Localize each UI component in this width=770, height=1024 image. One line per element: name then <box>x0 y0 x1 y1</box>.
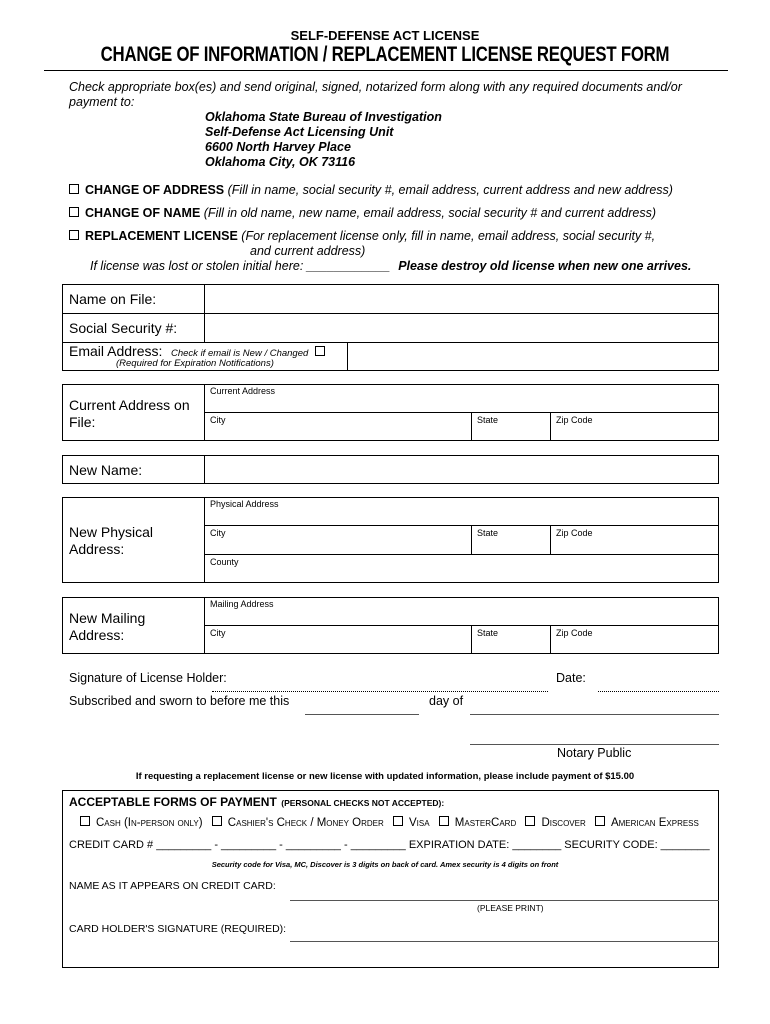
notary-signature-line[interactable] <box>470 744 719 745</box>
cash-checkbox[interactable] <box>80 816 90 826</box>
please-print-note: (PLEASE PRINT) <box>477 903 544 913</box>
notary-label: Notary Public <box>557 746 632 760</box>
payment-heading-text: ACCEPTABLE FORMS OF PAYMENT <box>69 795 277 809</box>
month-line[interactable] <box>470 714 719 715</box>
mailing-zip-field[interactable]: Zip Code <box>556 628 593 638</box>
discover-option[interactable] <box>525 817 585 829</box>
mailing-address-block <box>205 110 442 170</box>
option-change-name <box>69 206 656 221</box>
lost-stolen-text[interactable]: If license was lost or stolen initial here: ____________ <box>90 259 391 273</box>
sworn-text: Subscribed and sworn to before me this <box>69 694 290 708</box>
option-replacement <box>69 229 655 244</box>
holder-signature-line[interactable] <box>212 691 548 692</box>
address-line: Self-Defense Act Licensing Unit <box>205 125 394 139</box>
option-label: CHANGE OF NAME <box>85 206 201 220</box>
date-label: Date: <box>556 671 586 685</box>
change-name-checkbox[interactable] <box>69 207 79 217</box>
physical-county-field[interactable]: County <box>210 557 239 567</box>
name-on-file-label: Name on File: <box>69 291 157 307</box>
mailing-city-field[interactable]: City <box>210 628 226 638</box>
payment-note: If requesting a replacement license or new license with updated information, please include payment of $15.00 <box>135 771 635 782</box>
current-city-field[interactable]: City <box>210 415 226 425</box>
discover-checkbox[interactable] <box>525 816 535 826</box>
payment-heading-note: (PERSONAL CHECKS NOT ACCEPTED): <box>281 798 445 808</box>
replacement-checkbox[interactable] <box>69 230 79 240</box>
email-input[interactable] <box>348 343 718 370</box>
card-signature-line[interactable] <box>290 941 719 942</box>
mastercard-option[interactable] <box>439 817 516 829</box>
physical-city-field[interactable]: City <box>210 528 226 538</box>
card-signature-label: CARD HOLDER'S SIGNATURE (REQUIRED): <box>69 923 287 935</box>
option-change-address <box>69 183 673 198</box>
option-note: (For replacement license only, fill in name, email address, social security #, <box>241 229 656 243</box>
security-code-note: Security code for Visa, MC, Discover is 3 digits on back of card. Amex security is 4 digits on front <box>211 860 559 869</box>
method-label: Discover <box>541 817 586 829</box>
divider <box>204 525 719 526</box>
email-required-note: (Required for Expiration Notifications) <box>116 358 274 369</box>
destroy-note: Please destroy old license when new one arrives. <box>398 259 692 273</box>
mailing-state-field[interactable]: State <box>477 628 499 638</box>
ssn-label: Social Security #: <box>69 320 178 336</box>
day-of-text: day of <box>429 694 464 708</box>
method-label: MasterCard <box>454 817 517 829</box>
divider <box>550 625 551 654</box>
email-label: Email Address: <box>69 343 163 359</box>
method-label: American Express <box>610 817 699 829</box>
address-line: Oklahoma State Bureau of Investigation <box>205 110 442 124</box>
current-address-field[interactable]: Current Address <box>210 386 276 396</box>
option-note-cont <box>250 244 365 259</box>
address-line: Oklahoma City, OK 73116 <box>205 155 356 169</box>
new-mailing-label: New Mailing Address: <box>69 610 146 643</box>
divider <box>550 412 551 441</box>
form-title: CHANGE OF INFORMATION / REPLACEMENT LICENSE REQUEST FORM <box>100 43 670 66</box>
divider <box>471 525 472 554</box>
name-on-card-label: NAME AS IT APPEARS ON CREDIT CARD: <box>69 880 276 892</box>
physical-state-field[interactable]: State <box>477 528 499 538</box>
option-note: (Fill in old name, new name, email address, social security # and current address) <box>203 206 657 220</box>
day-line[interactable] <box>305 714 419 715</box>
cashier-check-option[interactable] <box>212 817 384 829</box>
method-label: Visa <box>409 817 430 829</box>
new-physical-label: New Physical Address: <box>69 524 154 557</box>
ssn-input[interactable] <box>205 314 718 341</box>
date-line[interactable] <box>598 691 719 692</box>
cash-option[interactable] <box>80 817 203 829</box>
credit-card-line[interactable]: CREDIT CARD # _________ - _________ - _________ - _________ EXPIRATION DATE: ________ SECURITY CODE: ________ <box>69 839 710 851</box>
divider <box>204 412 719 413</box>
option-note: and current address) <box>250 244 366 258</box>
email-change-text: Check if email is New / Changed <box>171 348 309 359</box>
current-address-label: Current Address on File: <box>69 397 190 430</box>
mailing-address-field[interactable]: Mailing Address <box>210 599 274 609</box>
divider <box>204 554 719 555</box>
amex-option[interactable] <box>595 817 699 829</box>
divider <box>471 412 472 441</box>
name-on-card-line[interactable] <box>290 900 719 901</box>
new-name-label: New Name: <box>69 462 143 478</box>
physical-zip-field[interactable]: Zip Code <box>556 528 593 538</box>
holder-signature-label: Signature of License Holder: <box>69 671 227 685</box>
divider <box>204 497 205 583</box>
visa-checkbox[interactable] <box>393 816 403 826</box>
cashier-check-checkbox[interactable] <box>212 816 222 826</box>
divider <box>471 625 472 654</box>
visa-option[interactable] <box>393 817 430 829</box>
name-on-file-input[interactable] <box>205 285 718 312</box>
mastercard-checkbox[interactable] <box>439 816 449 826</box>
option-note: (Fill in name, social security #, email address, current address and new address) <box>227 183 673 197</box>
payment-methods <box>80 816 699 829</box>
method-label: Cash (In-person only) <box>96 817 203 829</box>
form-header: SELF-DEFENSE ACT LICENSE <box>290 28 480 43</box>
option-label: REPLACEMENT LICENSE <box>85 229 238 243</box>
change-address-checkbox[interactable] <box>69 184 79 194</box>
address-line: 6600 North Harvey Place <box>205 140 351 154</box>
physical-address-field[interactable]: Physical Address <box>210 499 279 509</box>
email-changed-checkbox[interactable] <box>315 346 325 356</box>
payment-heading <box>69 793 444 811</box>
divider <box>550 525 551 554</box>
title-divider <box>44 70 728 71</box>
amex-checkbox[interactable] <box>595 816 605 826</box>
method-label: Cashier's Check / Money Order <box>227 817 384 829</box>
divider <box>204 625 719 626</box>
new-name-input[interactable] <box>205 456 718 483</box>
current-zip-field[interactable]: Zip Code <box>556 415 593 425</box>
current-state-field[interactable]: State <box>477 415 499 425</box>
option-label: CHANGE OF ADDRESS <box>85 183 225 197</box>
intro-text: Check appropriate box(es) and send original, signed, notarized form along with any required documents and/or payment to: <box>69 80 682 109</box>
lost-stolen-line <box>90 259 691 273</box>
